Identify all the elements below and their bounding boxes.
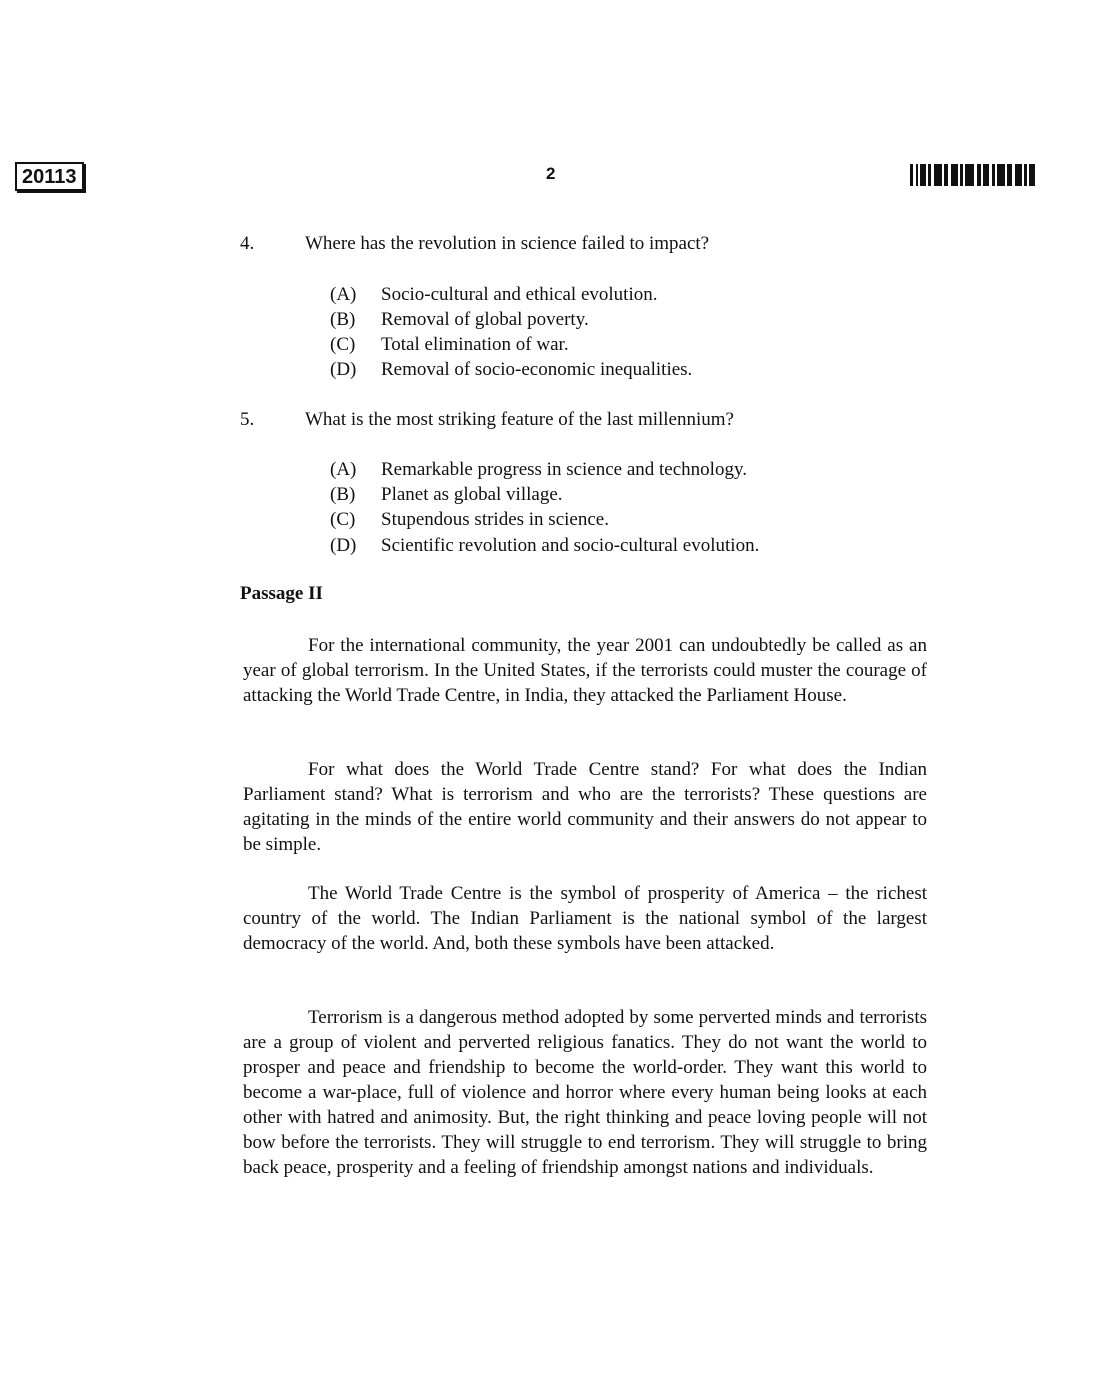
option-label: (D) (330, 535, 357, 556)
question-number: 4. (240, 233, 255, 254)
page-header (0, 160, 1107, 196)
option-text: Total elimination of war. (381, 334, 569, 355)
passage-title: Passage II (240, 583, 323, 604)
passage-paragraph: For what does the World Trade Centre stand? For what does the Indian Parliament stand? What is terrorism and who are the terrorists? These questions are agitating in the minds of the entire world community and their answers do not appear to be simple. (243, 759, 927, 855)
option-text: Stupendous strides in science. (381, 509, 609, 530)
barcode-icon (910, 164, 1040, 186)
page-number: 2 (546, 164, 556, 183)
passage-paragraph: Terrorism is a dangerous method adopted by some perverted minds and terrorists are a group of violent and perverted religious fanatics. They do not want the world to prosper and peace and friendship to become the world-order. They want this world to become a war-place, full of violence and horror where every human being looks at each other with hatred and animosity. But, the right thinking and peace loving people will not bow before the terrorists. They will struggle to end terrorism. They will struggle to bring back peace, prosperity and a feeling of friendship amongst nations and individuals. (243, 1007, 927, 1178)
question-text: Where has the revolution in science failed to impact? (305, 233, 710, 254)
question-text: What is the most striking feature of the last millennium? (305, 409, 734, 430)
paper-code-box: 20113 (15, 162, 84, 191)
option-label: (C) (330, 334, 356, 355)
option-text: Removal of global poverty. (381, 309, 589, 330)
option-label: (A) (330, 284, 357, 305)
option-text: Remarkable progress in science and technology. (381, 459, 747, 480)
option-label: (C) (330, 509, 356, 530)
option-label: (D) (330, 359, 357, 380)
passage-paragraph: The World Trade Centre is the symbol of prosperity of America – the richest country of the world. The Indian Parliament is the national symbol of the largest democracy of the world. And, both these symbols have been attacked. (243, 883, 927, 954)
option-text: Planet as global village. (381, 484, 563, 505)
option-label: (A) (330, 459, 357, 480)
question-number: 5. (240, 409, 255, 430)
option-label: (B) (330, 484, 356, 505)
option-text: Scientific revolution and socio-cultural evolution. (381, 535, 760, 556)
option-text: Removal of socio-economic inequalities. (381, 359, 693, 380)
option-text: Socio-cultural and ethical evolution. (381, 284, 658, 305)
option-label: (B) (330, 309, 356, 330)
passage-paragraph: For the international community, the year 2001 can undoubtedly be called as an year of global terrorism. In the United States, if the terrorists could muster the courage of attacking the World Trade Centre, in India, they attacked the Parliament House. (243, 635, 927, 706)
